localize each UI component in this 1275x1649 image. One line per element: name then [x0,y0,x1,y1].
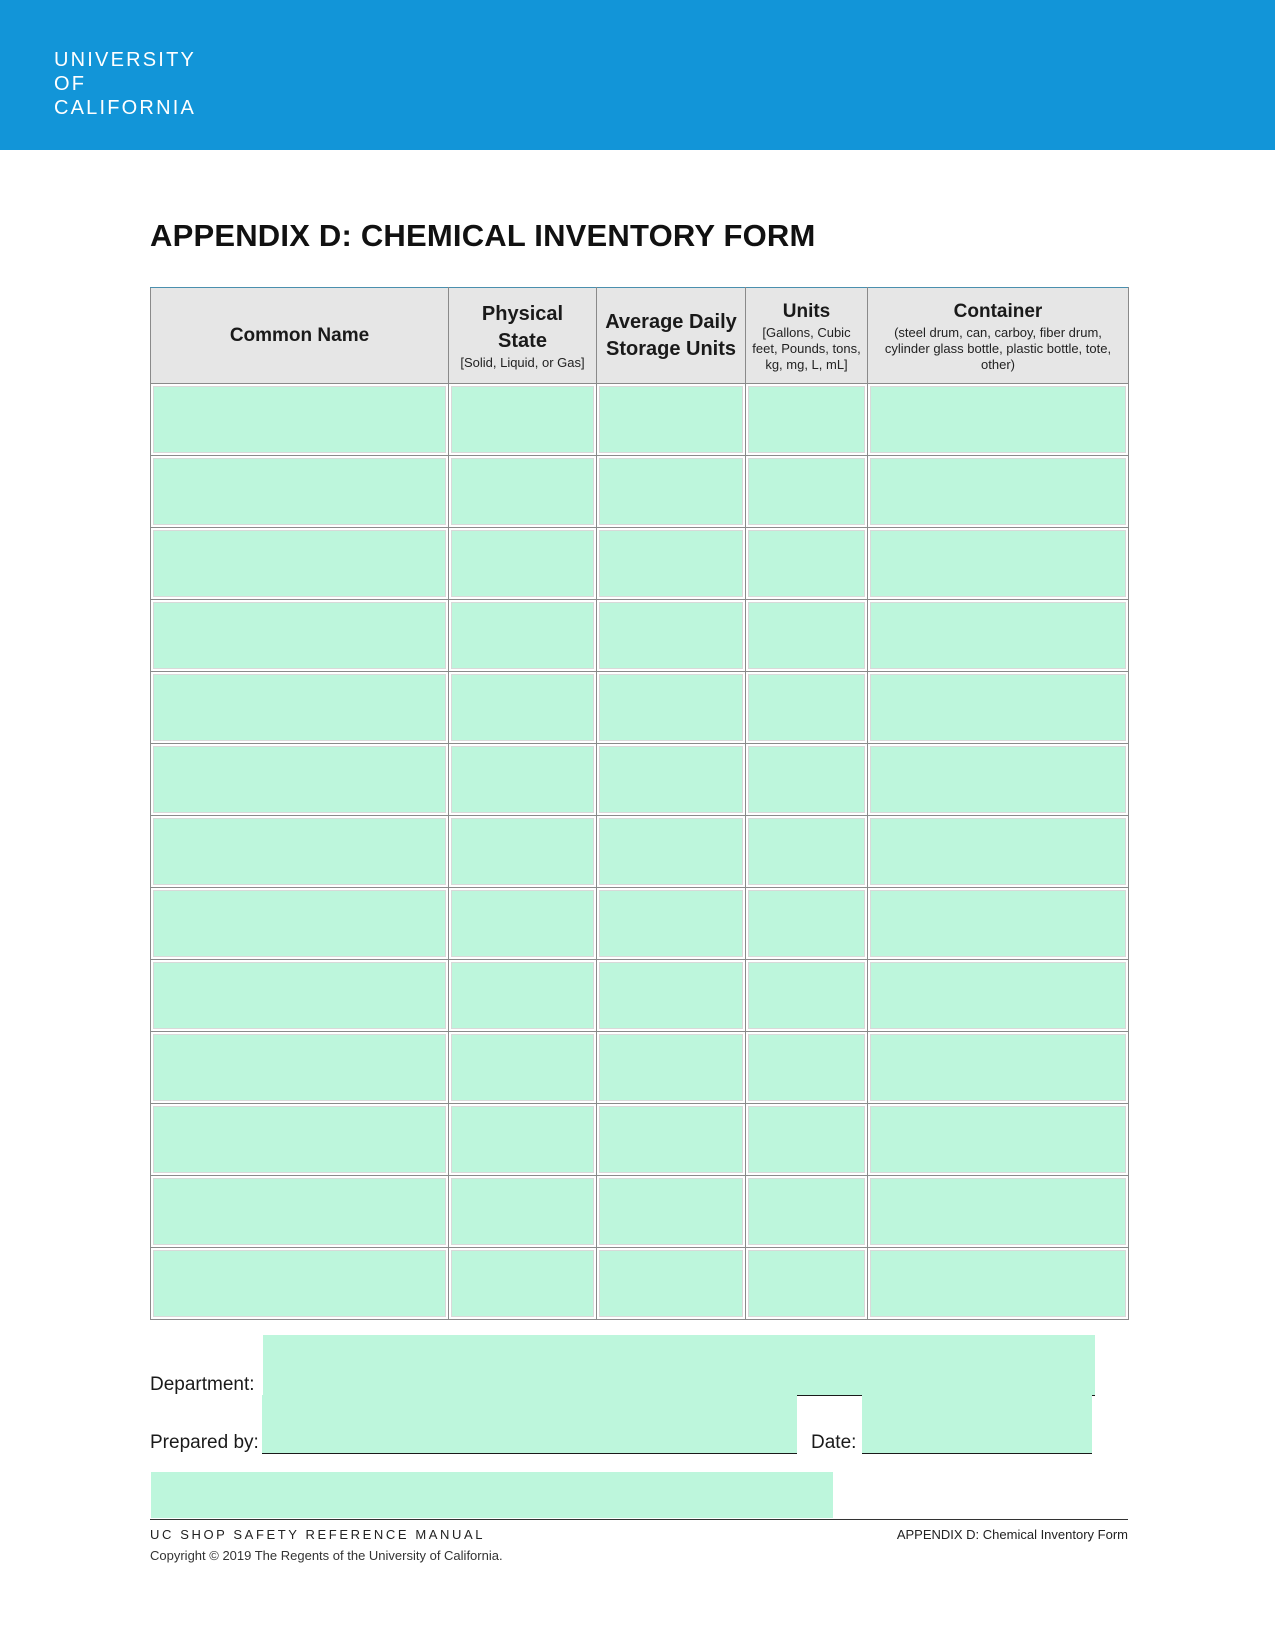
table-header-row [151,288,1129,384]
cell-common-name-input[interactable] [153,386,446,453]
table-row [151,816,1129,888]
cell-physical-state [449,960,597,1032]
cell-units-input[interactable] [748,1106,865,1173]
cell-container [868,456,1129,528]
cell-physical-state-input[interactable] [451,386,594,453]
cell-units [746,672,868,744]
cell-average-daily-storage-units [597,888,746,960]
cell-units [746,1176,868,1248]
cell-common-name [151,672,449,744]
table-row [151,1032,1129,1104]
table-row [151,528,1129,600]
column-header-average-daily-storage-units [597,288,746,384]
date-label: Date: [811,1432,857,1453]
footer-fill-field[interactable] [151,1472,833,1518]
cell-units [746,600,868,672]
cell-container [868,888,1129,960]
column-title: Physical State [481,302,564,352]
cell-units-input[interactable] [748,962,865,1029]
cell-units-input[interactable] [748,1178,865,1245]
cell-physical-state-input[interactable] [451,1178,594,1245]
cell-common-name [151,1032,449,1104]
chemical-inventory-table [150,287,1129,1320]
cell-average-daily-storage-units [597,744,746,816]
prepared-by-field[interactable] [262,1395,797,1453]
table-row [151,1248,1129,1320]
cell-units-input[interactable] [748,602,865,669]
cell-container-input[interactable] [870,674,1126,741]
cell-container [868,960,1129,1032]
cell-common-name [151,1248,449,1320]
cell-units-input[interactable] [748,674,865,741]
cell-container-input[interactable] [870,530,1126,597]
date-field[interactable] [862,1395,1092,1453]
column-header-units [746,288,868,384]
table-row [151,960,1129,1032]
cell-common-name-input[interactable] [153,1106,446,1173]
header-banner [0,0,1275,150]
cell-common-name-input[interactable] [153,458,446,525]
cell-average-daily-storage-units-input[interactable] [599,1178,743,1245]
cell-average-daily-storage-units-input[interactable] [599,674,743,741]
prepared-by-label: Prepared by: [150,1432,259,1453]
cell-container-input[interactable] [870,818,1126,885]
cell-common-name-input[interactable] [153,746,446,813]
cell-common-name-input[interactable] [153,962,446,1029]
page-title: APPENDIX D: CHEMICAL INVENTORY FORM [150,218,816,253]
cell-container-input[interactable] [870,458,1126,525]
cell-common-name-input[interactable] [153,674,446,741]
cell-average-daily-storage-units-input[interactable] [599,962,743,1029]
cell-common-name-input[interactable] [153,1034,446,1101]
cell-container [868,744,1129,816]
cell-units-input[interactable] [748,1034,865,1101]
table-row [151,384,1129,456]
cell-common-name [151,600,449,672]
cell-physical-state [449,816,597,888]
cell-container [868,1248,1129,1320]
column-title: Container [953,300,1043,322]
cell-physical-state-input[interactable] [451,674,594,741]
cell-average-daily-storage-units [597,816,746,888]
cell-average-daily-storage-units-input[interactable] [599,386,743,453]
logo-line: OF [54,73,87,95]
column-header-common-name [151,288,449,384]
cell-physical-state-input[interactable] [451,602,594,669]
cell-container-input[interactable] [870,746,1126,813]
cell-units-input[interactable] [748,1250,865,1317]
cell-container-input[interactable] [870,602,1126,669]
table-row [151,1104,1129,1176]
cell-average-daily-storage-units [597,1032,746,1104]
copyright: Copyright © 2019 The Regents of the University of California. [150,1548,503,1563]
cell-common-name-input[interactable] [153,530,446,597]
cell-common-name [151,456,449,528]
cell-common-name-input[interactable] [153,602,446,669]
cell-common-name-input[interactable] [153,818,446,885]
cell-average-daily-storage-units [597,1104,746,1176]
cell-container [868,1104,1129,1176]
cell-common-name [151,384,449,456]
cell-container [868,1176,1129,1248]
column-header-container [868,288,1129,384]
cell-average-daily-storage-units-input[interactable] [599,530,743,597]
cell-physical-state-input[interactable] [451,530,594,597]
prepared-by-underline [262,1453,797,1454]
cell-average-daily-storage-units-input[interactable] [599,458,743,525]
cell-physical-state [449,456,597,528]
cell-average-daily-storage-units [597,1248,746,1320]
cell-container-input[interactable] [870,890,1126,957]
cell-physical-state [449,1032,597,1104]
cell-container-input[interactable] [870,962,1126,1029]
cell-units-input[interactable] [748,458,865,525]
cell-units-input[interactable] [748,818,865,885]
logo-line: UNIVERSITY [54,49,197,71]
cell-physical-state [449,744,597,816]
cell-container [868,1032,1129,1104]
cell-average-daily-storage-units [597,1176,746,1248]
cell-physical-state [449,1248,597,1320]
cell-units-input[interactable] [748,530,865,597]
cell-units-input[interactable] [748,890,865,957]
cell-container [868,672,1129,744]
date-underline [862,1453,1092,1454]
cell-common-name [151,888,449,960]
table-row [151,744,1129,816]
cell-container [868,816,1129,888]
column-title: Common Name [229,324,370,346]
cell-average-daily-storage-units [597,456,746,528]
cell-units [746,1032,868,1104]
cell-average-daily-storage-units [597,600,746,672]
cell-average-daily-storage-units-input[interactable] [599,818,743,885]
cell-physical-state-input[interactable] [451,1106,594,1173]
table-body [151,384,1129,1320]
table-row [151,600,1129,672]
column-header-physical-state [449,288,597,384]
cell-units [746,456,868,528]
cell-common-name [151,960,449,1032]
table-row [151,888,1129,960]
cell-average-daily-storage-units [597,960,746,1032]
cell-common-name-input[interactable] [153,890,446,957]
cell-container-input[interactable] [870,386,1126,453]
table-row [151,1176,1129,1248]
cell-units [746,1104,868,1176]
column-title: Average Daily Storage Units [605,310,737,360]
department-field[interactable] [263,1335,1095,1395]
cell-common-name [151,1176,449,1248]
footer-divider [150,1519,1128,1520]
uc-logo [54,48,196,120]
cell-common-name [151,744,449,816]
cell-units [746,1248,868,1320]
cell-physical-state-input[interactable] [451,818,594,885]
cell-average-daily-storage-units-input[interactable] [599,746,743,813]
manual-title: UC SHOP SAFETY REFERENCE MANUAL [150,1527,486,1542]
cell-average-daily-storage-units-input[interactable] [599,1034,743,1101]
cell-average-daily-storage-units-input[interactable] [599,1250,743,1317]
cell-physical-state [449,528,597,600]
cell-units [746,888,868,960]
cell-container [868,600,1129,672]
cell-physical-state [449,384,597,456]
cell-container [868,528,1129,600]
cell-units [746,384,868,456]
cell-physical-state [449,600,597,672]
cell-average-daily-storage-units [597,528,746,600]
column-subtitle: [Solid, Liquid, or Gas] [460,354,585,370]
cell-units [746,744,868,816]
cell-common-name-input[interactable] [153,1250,446,1317]
department-label: Department: [150,1374,255,1395]
cell-units [746,960,868,1032]
cell-container-input[interactable] [870,1106,1126,1173]
cell-container-input[interactable] [870,1034,1126,1101]
footer-section-label: APPENDIX D: Chemical Inventory Form [896,1527,1128,1542]
cell-units [746,528,868,600]
cell-common-name [151,816,449,888]
cell-physical-state-input[interactable] [451,1250,594,1317]
column-subtitle: [Gallons, Cubic feet, Pounds, tons, kg, mg, L, mL] [752,324,861,372]
cell-units [746,816,868,888]
cell-physical-state-input[interactable] [451,746,594,813]
cell-common-name [151,528,449,600]
cell-physical-state-input[interactable] [451,962,594,1029]
cell-container-input[interactable] [870,1250,1126,1317]
logo-line: CALIFORNIA [54,97,197,119]
cell-average-daily-storage-units-input[interactable] [599,602,743,669]
cell-physical-state [449,672,597,744]
cell-units-input[interactable] [748,746,865,813]
cell-average-daily-storage-units-input[interactable] [599,1106,743,1173]
cell-physical-state [449,1176,597,1248]
cell-common-name [151,1104,449,1176]
cell-common-name-input[interactable] [153,1178,446,1245]
cell-units-input[interactable] [748,386,865,453]
cell-average-daily-storage-units [597,672,746,744]
cell-physical-state-input[interactable] [451,1034,594,1101]
column-subtitle: (steel drum, can, carboy, fiber drum, cylinder glass bottle, plastic bottle, tote, other) [884,324,1112,372]
column-title: Units [782,300,831,322]
cell-average-daily-storage-units-input[interactable] [599,890,743,957]
cell-container-input[interactable] [870,1178,1126,1245]
table-row [151,672,1129,744]
cell-container [868,384,1129,456]
table-row [151,456,1129,528]
cell-average-daily-storage-units [597,384,746,456]
cell-physical-state-input[interactable] [451,458,594,525]
cell-physical-state [449,888,597,960]
cell-physical-state [449,1104,597,1176]
cell-physical-state-input[interactable] [451,890,594,957]
